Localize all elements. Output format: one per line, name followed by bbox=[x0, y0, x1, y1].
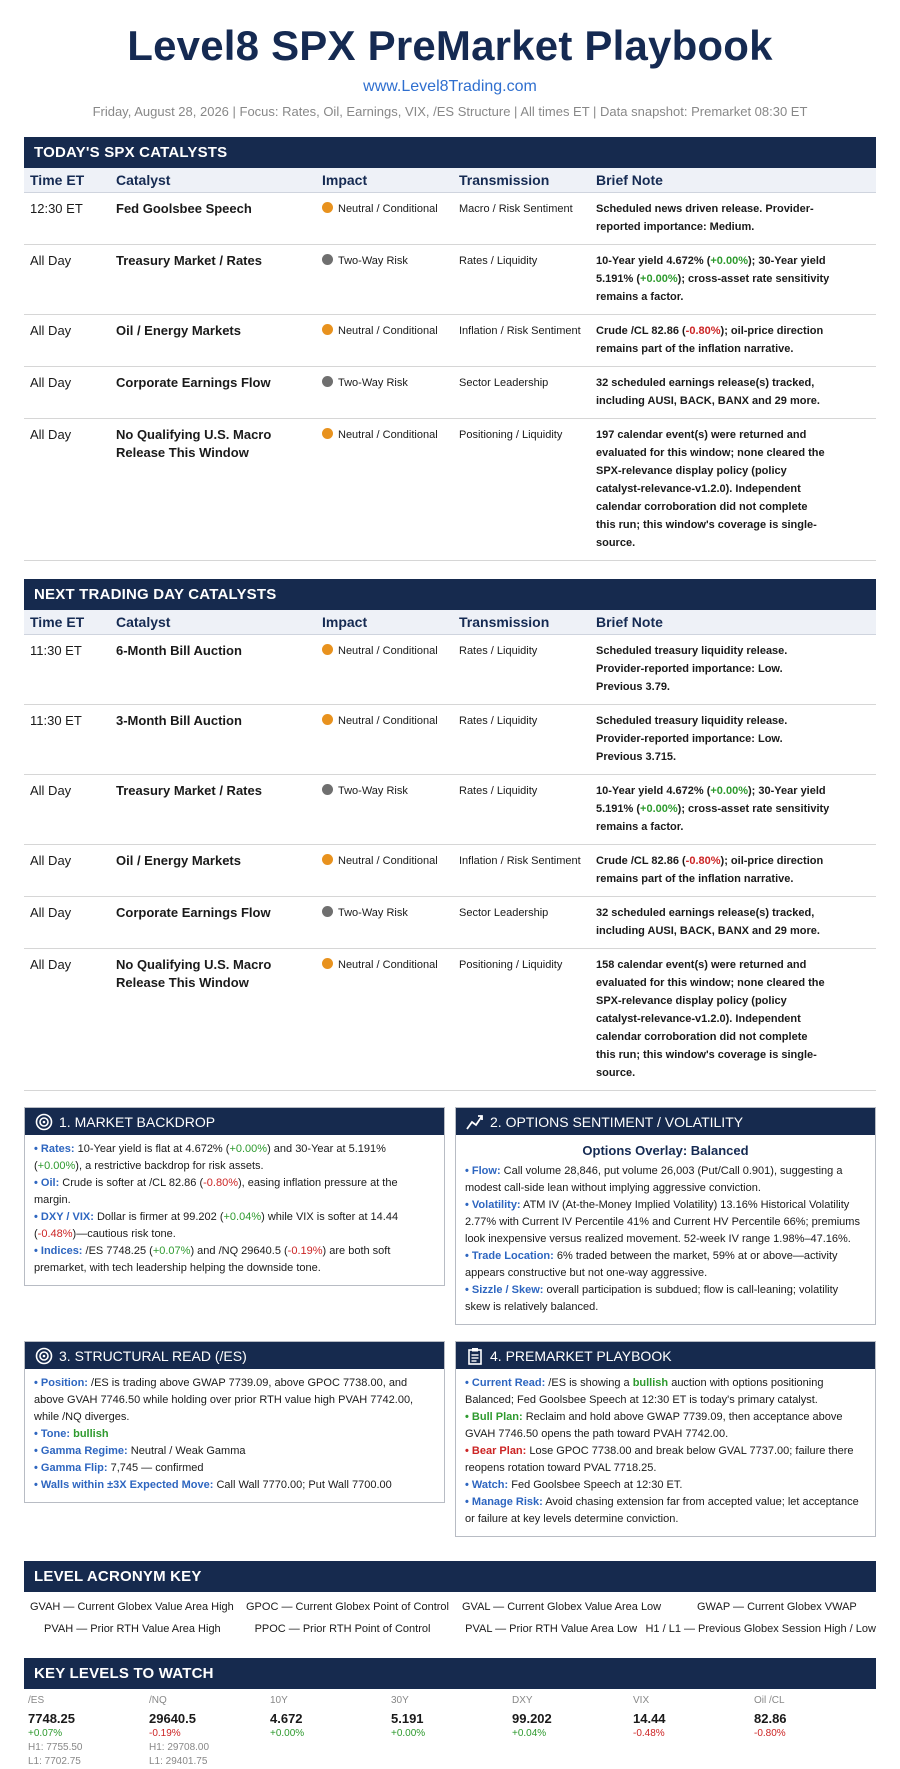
col-note: Brief Note bbox=[590, 168, 876, 193]
page-header bbox=[24, 0, 876, 119]
acronym-row bbox=[30, 1596, 876, 1618]
text-run: 158 calendar event(s) were returned and evaluated for this window; none cleared the SPX-relevance display policy (policy catalyst-relevance-v1.2.0). Independent calendar corroboration did not complete this run; this window's coverage is single-source. bbox=[596, 959, 825, 1079]
page-subtitle: Friday, August 28, 2026 | Focus: Rates, Oil, Earnings, VIX, /ES Structure | All times ET | Data snapshot: Premarket 08:30 ET bbox=[92, 104, 808, 119]
item-label: • Sizzle / Skew: bbox=[465, 1284, 544, 1296]
row-impact bbox=[316, 705, 453, 775]
item-label: • Position: bbox=[34, 1377, 88, 1389]
acronym-row bbox=[30, 1618, 876, 1640]
note-text bbox=[596, 322, 870, 358]
note-text bbox=[596, 852, 870, 888]
item-label: • DXY / VIX: bbox=[34, 1211, 94, 1223]
item-label: • Walls within ±3X Expected Move: bbox=[34, 1479, 214, 1491]
key-level-item bbox=[391, 1694, 512, 1769]
row-impact bbox=[316, 419, 453, 561]
impact-label: Neutral / Conditional bbox=[338, 429, 438, 441]
col-catalyst: Catalyst bbox=[110, 168, 316, 193]
text-run: Scheduled news driven release. Provider-reported importance: Medium. bbox=[596, 203, 814, 233]
impact-dot-icon bbox=[322, 854, 333, 865]
key-level-item bbox=[754, 1694, 875, 1769]
row-impact bbox=[316, 245, 453, 315]
key-level-symbol: 10Y bbox=[270, 1695, 288, 1706]
row-time: All Day bbox=[24, 419, 110, 561]
impact-dot-icon bbox=[322, 906, 333, 917]
item-label: • Gamma Regime: bbox=[34, 1445, 128, 1457]
key-level-value: 4.672 bbox=[270, 1711, 303, 1726]
impact-dot-icon bbox=[322, 324, 333, 335]
row-note bbox=[590, 775, 876, 845]
panel-body bbox=[456, 1369, 875, 1536]
highlight-text: • Bear Plan: bbox=[465, 1445, 527, 1457]
impact-dot-icon bbox=[322, 958, 333, 969]
panel-title: 2. OPTIONS SENTIMENT / VOLATILITY bbox=[490, 1113, 744, 1130]
table-row bbox=[24, 367, 876, 419]
row-catalyst: Fed Goolsbee Speech bbox=[110, 193, 316, 245]
text-run: ), easing inflation pressure at the margin. bbox=[34, 1177, 398, 1206]
impact-dot-icon bbox=[322, 784, 333, 795]
impact-dot-icon bbox=[322, 254, 333, 265]
table-row bbox=[24, 845, 876, 897]
row-note bbox=[590, 705, 876, 775]
highlight-text: bullish bbox=[632, 1377, 669, 1389]
text-run: ATM IV (At-the-Money Implied Volatility) 13.16% Historical Volatility 2.77% with Current IV Percentile 41% and Current HV Percentile 66%; premiums look inexpensive versus realized movement. 52-week IV range 1.98%–47.16%. bbox=[465, 1199, 860, 1245]
panel-item bbox=[465, 1477, 866, 1494]
key-level-value: 14.44 bbox=[633, 1711, 666, 1726]
next-table bbox=[24, 610, 876, 1091]
row-note bbox=[590, 367, 876, 419]
key-level-change: +0.07% bbox=[28, 1728, 63, 1739]
row-time: All Day bbox=[24, 949, 110, 1091]
row-transmission: Sector Leadership bbox=[453, 367, 590, 419]
panel-item bbox=[34, 1375, 435, 1426]
panels-row-1 bbox=[24, 1107, 876, 1325]
text-run: 32 scheduled earnings release(s) tracked, including AUSI, BACK, BANX and 29 more. bbox=[596, 377, 820, 407]
highlight-text: -0.80% bbox=[685, 325, 721, 337]
impact-label: Neutral / Conditional bbox=[338, 325, 438, 337]
col-time: Time ET bbox=[24, 168, 110, 193]
text-run: Call volume 28,846, put volume 26,003 (Put/Call 0.901), suggesting a modest call-side lean without implying aggressive conviction. bbox=[465, 1165, 843, 1194]
row-transmission: Rates / Liquidity bbox=[453, 245, 590, 315]
item-label: • Watch: bbox=[465, 1479, 509, 1491]
highlight-text: +0.00% bbox=[710, 785, 748, 797]
item-label: • Oil: bbox=[34, 1177, 60, 1189]
highlight-text: +0.07% bbox=[152, 1245, 191, 1257]
item-label: • Tone: bbox=[34, 1428, 71, 1440]
text-run: auction with options positioning Balanced; Fed Goolsbee Speech at 12:30 ET is today's primary catalyst. bbox=[465, 1377, 824, 1406]
item-label: • Gamma Flip: bbox=[34, 1462, 108, 1474]
text-run: Neutral / Weak Gamma bbox=[127, 1445, 246, 1457]
acronym-item: GWAP — Current Globex VWAP bbox=[697, 1601, 857, 1613]
key-level-value: 82.86 bbox=[754, 1711, 787, 1726]
panels-row-2 bbox=[24, 1341, 876, 1537]
row-note bbox=[590, 635, 876, 705]
text-run: Scheduled treasury liquidity release. Provider-reported importance: Low. Previous 3.79. bbox=[596, 645, 788, 693]
text-run: 32 scheduled earnings release(s) tracked, including AUSI, BACK, BANX and 29 more. bbox=[596, 907, 820, 937]
premarket-playbook-panel bbox=[455, 1341, 876, 1537]
row-note bbox=[590, 193, 876, 245]
panel-item bbox=[465, 1494, 866, 1528]
row-impact bbox=[316, 315, 453, 367]
key-level-change: -0.19% bbox=[149, 1728, 181, 1739]
panel-body bbox=[456, 1135, 875, 1324]
row-catalyst: 3-Month Bill Auction bbox=[110, 705, 316, 775]
impact-label: Neutral / Conditional bbox=[338, 715, 438, 727]
section-title-key-levels: KEY LEVELS TO WATCH bbox=[24, 1658, 876, 1689]
panel-header bbox=[25, 1108, 444, 1135]
row-catalyst: No Qualifying U.S. Macro Release This Window bbox=[110, 419, 316, 561]
panel-item bbox=[34, 1477, 435, 1494]
text-run: 10-Year yield 4.672% ( bbox=[596, 255, 711, 267]
section-title-today: TODAY'S SPX CATALYSTS bbox=[24, 137, 876, 168]
key-level-symbol: /NQ bbox=[149, 1695, 167, 1706]
acronym-item: PPOC — Prior RTH Point of Control bbox=[254, 1623, 431, 1635]
col-note: Brief Note bbox=[590, 610, 876, 635]
text-run: ); 30-Year yield 5.191% ( bbox=[596, 255, 826, 285]
panel-item bbox=[34, 1175, 435, 1209]
table-header-row bbox=[24, 168, 876, 193]
row-note bbox=[590, 949, 876, 1091]
panel-body bbox=[25, 1135, 444, 1285]
text-run: ) while VIX is softer at 14.44 ( bbox=[34, 1211, 399, 1240]
acronym-item: GVAH — Current Globex Value Area High bbox=[30, 1601, 234, 1613]
impact-label: Neutral / Conditional bbox=[338, 855, 438, 867]
row-impact bbox=[316, 845, 453, 897]
panel-item bbox=[34, 1141, 435, 1175]
table-row bbox=[24, 245, 876, 315]
text-run: 10-Year yield is flat at 4.672% ( bbox=[74, 1143, 230, 1155]
trend-line-icon bbox=[466, 1113, 484, 1131]
panel-item bbox=[34, 1209, 435, 1243]
note-text bbox=[596, 252, 870, 306]
key-level-change: -0.48% bbox=[633, 1728, 665, 1739]
highlight-text: +0.00% bbox=[640, 273, 678, 285]
impact-dot-icon bbox=[322, 644, 333, 655]
impact-label: Neutral / Conditional bbox=[338, 645, 438, 657]
highlight-text: -0.80% bbox=[203, 1177, 238, 1189]
acronym-key-section bbox=[24, 1561, 876, 1640]
impact-label: Two-Way Risk bbox=[338, 907, 408, 919]
text-run: 6% traded between the market, 59% at or above—activity appears constructive but not one-way aggressive. bbox=[465, 1250, 838, 1279]
text-run: 197 calendar event(s) were returned and evaluated for this window; none cleared the SPX-relevance display policy (policy catalyst-relevance-v1.2.0). Independent calendar corroboration did not complete this run; this window's coverage is single-source. bbox=[596, 429, 825, 549]
note-text bbox=[596, 904, 870, 940]
key-level-symbol: Oil /CL bbox=[754, 1695, 785, 1706]
row-note bbox=[590, 845, 876, 897]
impact-label: Two-Way Risk bbox=[338, 255, 408, 267]
panel-item bbox=[465, 1197, 866, 1248]
panel-title: 1. MARKET BACKDROP bbox=[59, 1113, 216, 1130]
row-time: All Day bbox=[24, 845, 110, 897]
col-impact: Impact bbox=[316, 610, 453, 635]
panel-item bbox=[34, 1460, 435, 1477]
panel-body bbox=[25, 1369, 444, 1502]
row-catalyst: Treasury Market / Rates bbox=[110, 245, 316, 315]
options-overlay: Options Overlay: Balanced bbox=[582, 1143, 749, 1158]
row-time: All Day bbox=[24, 245, 110, 315]
row-catalyst: 6-Month Bill Auction bbox=[110, 635, 316, 705]
col-transmission: Transmission bbox=[453, 610, 590, 635]
item-label: • Manage Risk: bbox=[465, 1496, 543, 1508]
item-label: • Volatility: bbox=[465, 1199, 521, 1211]
row-time: All Day bbox=[24, 897, 110, 949]
impact-label: Neutral / Conditional bbox=[338, 959, 438, 971]
item-label: • Current Read: bbox=[465, 1377, 546, 1389]
highlight-text: -0.19% bbox=[287, 1245, 323, 1257]
row-time: 11:30 ET bbox=[24, 705, 110, 775]
next-section bbox=[24, 579, 876, 1091]
text-run: Reclaim and hold above GWAP 7739.09, then acceptance above GVAH 7746.50 opens the path toward PVAH 7742.00. bbox=[465, 1411, 843, 1440]
col-catalyst: Catalyst bbox=[110, 610, 316, 635]
today-table bbox=[24, 168, 876, 561]
table-row bbox=[24, 419, 876, 561]
row-catalyst: Oil / Energy Markets bbox=[110, 315, 316, 367]
table-row bbox=[24, 193, 876, 245]
key-level-change: +0.04% bbox=[512, 1728, 547, 1739]
key-level-symbol: /ES bbox=[28, 1695, 45, 1706]
row-impact bbox=[316, 949, 453, 1091]
highlight-text: +0.00% bbox=[710, 255, 748, 267]
panel-header bbox=[456, 1342, 875, 1369]
row-time: All Day bbox=[24, 315, 110, 367]
row-transmission: Macro / Risk Sentiment bbox=[453, 193, 590, 245]
row-catalyst: Corporate Earnings Flow bbox=[110, 367, 316, 419]
key-level-low: L1: 29401.75 bbox=[149, 1756, 208, 1767]
text-run: ); cross-asset rate sensitivity remains a factor. bbox=[596, 273, 830, 303]
text-run: Scheduled treasury liquidity release. Provider-reported importance: Low. Previous 3.715. bbox=[596, 715, 788, 763]
row-transmission: Rates / Liquidity bbox=[453, 775, 590, 845]
text-run: Crude /CL 82.86 ( bbox=[596, 325, 686, 337]
text-run: overall participation is subdued; flow is call-leaning; volatility skew is relatively balanced. bbox=[465, 1284, 839, 1313]
item-label: • Rates: bbox=[34, 1143, 75, 1155]
text-run: ), a restrictive backdrop for risk assets. bbox=[75, 1160, 264, 1172]
impact-label: Two-Way Risk bbox=[338, 377, 408, 389]
row-time: All Day bbox=[24, 775, 110, 845]
text-run: ); oil-price direction remains part of the inflation narrative. bbox=[596, 855, 824, 885]
highlight-text: • Bull Plan: bbox=[465, 1411, 523, 1423]
today-rows bbox=[24, 193, 876, 561]
text-run: Crude is softer at /CL 82.86 ( bbox=[59, 1177, 204, 1189]
key-level-high: H1: 7755.50 bbox=[28, 1742, 83, 1753]
highlight-text: -0.80% bbox=[685, 855, 721, 867]
table-row bbox=[24, 315, 876, 367]
col-transmission: Transmission bbox=[453, 168, 590, 193]
panel-item bbox=[465, 1375, 866, 1409]
text-run: /ES is showing a bbox=[545, 1377, 633, 1389]
impact-dot-icon bbox=[322, 428, 333, 439]
note-text bbox=[596, 642, 870, 696]
today-section bbox=[24, 137, 876, 561]
text-run: Lose GPOC 7738.00 and break below GVAL 7737.00; failure there reopens rotation toward PVAL 7718.25. bbox=[465, 1445, 854, 1474]
row-transmission: Sector Leadership bbox=[453, 897, 590, 949]
row-catalyst: Treasury Market / Rates bbox=[110, 775, 316, 845]
section-title-next: NEXT TRADING DAY CATALYSTS bbox=[24, 579, 876, 610]
note-text bbox=[596, 426, 870, 552]
row-transmission: Positioning / Liquidity bbox=[453, 949, 590, 1091]
acronym-list bbox=[24, 1592, 876, 1640]
options-items bbox=[465, 1163, 866, 1316]
impact-label: Two-Way Risk bbox=[338, 785, 408, 797]
structural-read-panel bbox=[24, 1341, 445, 1503]
row-impact bbox=[316, 367, 453, 419]
acronym-item: H1 / L1 — Previous Globex Session High / Low bbox=[645, 1623, 876, 1635]
row-note bbox=[590, 897, 876, 949]
options-sentiment-panel bbox=[455, 1107, 876, 1325]
panel-title: 4. PREMARKET PLAYBOOK bbox=[490, 1347, 672, 1364]
row-note bbox=[590, 419, 876, 561]
text-run: 7,745 — confirmed bbox=[107, 1462, 204, 1474]
text-run: )—cautious risk tone. bbox=[72, 1228, 176, 1240]
row-impact bbox=[316, 635, 453, 705]
key-level-symbol: DXY bbox=[512, 1695, 533, 1706]
key-level-value: 99.202 bbox=[512, 1711, 552, 1726]
panel-item bbox=[465, 1163, 866, 1197]
table-row bbox=[24, 897, 876, 949]
key-level-item bbox=[28, 1694, 149, 1769]
key-level-item bbox=[270, 1694, 391, 1769]
row-time: All Day bbox=[24, 367, 110, 419]
panel-item bbox=[34, 1243, 435, 1277]
col-time: Time ET bbox=[24, 610, 110, 635]
key-level-value: 29640.5 bbox=[149, 1711, 196, 1726]
col-impact: Impact bbox=[316, 168, 453, 193]
panel-header bbox=[25, 1342, 444, 1369]
panel-item bbox=[34, 1443, 435, 1460]
row-transmission: Rates / Liquidity bbox=[453, 635, 590, 705]
row-impact bbox=[316, 193, 453, 245]
impact-dot-icon bbox=[322, 376, 333, 387]
text-run: ) and /NQ 29640.5 ( bbox=[190, 1245, 288, 1257]
note-text bbox=[596, 712, 870, 766]
row-catalyst: Corporate Earnings Flow bbox=[110, 897, 316, 949]
highlight-text: +0.00% bbox=[37, 1160, 76, 1172]
key-levels-grid bbox=[24, 1689, 876, 1769]
note-text bbox=[596, 374, 870, 410]
text-run: Fed Goolsbee Speech at 12:30 ET. bbox=[508, 1479, 683, 1491]
text-run: ); 30-Year yield 5.191% ( bbox=[596, 785, 826, 815]
site-link[interactable]: www.Level8Trading.com bbox=[363, 78, 537, 95]
row-impact bbox=[316, 775, 453, 845]
row-catalyst: No Qualifying U.S. Macro Release This Window bbox=[110, 949, 316, 1091]
acronym-item: GPOC — Current Globex Point of Control bbox=[246, 1601, 449, 1613]
key-level-value: 5.191 bbox=[391, 1711, 424, 1726]
row-note bbox=[590, 245, 876, 315]
key-level-symbol: VIX bbox=[633, 1695, 650, 1706]
key-level-symbol: 30Y bbox=[391, 1695, 409, 1706]
panel-item bbox=[465, 1409, 866, 1443]
row-time: 11:30 ET bbox=[24, 635, 110, 705]
highlight-text: +0.00% bbox=[229, 1143, 268, 1155]
acronym-item: PVAH — Prior RTH Value Area High bbox=[44, 1623, 221, 1635]
key-level-low: L1: 7702.75 bbox=[28, 1756, 81, 1767]
acronym-item: GVAL — Current Globex Value Area Low bbox=[462, 1601, 662, 1613]
text-run: ) and 30-Year at 5.191% ( bbox=[34, 1143, 386, 1172]
highlight-text: -0.48% bbox=[37, 1228, 73, 1240]
key-level-item bbox=[149, 1694, 270, 1769]
highlight-text: +0.00% bbox=[640, 803, 678, 815]
market-backdrop-panel bbox=[24, 1107, 445, 1286]
key-level-change: -0.80% bbox=[754, 1728, 786, 1739]
note-text bbox=[596, 956, 870, 1082]
note-text bbox=[596, 200, 870, 236]
panel-item bbox=[465, 1248, 866, 1282]
text-run: ); cross-asset rate sensitivity remains a factor. bbox=[596, 803, 830, 833]
section-title-acronyms: LEVEL ACRONYM KEY bbox=[24, 1561, 876, 1592]
page-title: Level8 SPX PreMarket Playbook bbox=[127, 22, 773, 69]
row-transmission: Inflation / Risk Sentiment bbox=[453, 315, 590, 367]
text-run: /ES 7748.25 ( bbox=[82, 1245, 153, 1257]
item-label: • Flow: bbox=[465, 1165, 501, 1177]
item-label: • Indices: bbox=[34, 1245, 83, 1257]
table-row bbox=[24, 775, 876, 845]
table-row bbox=[24, 949, 876, 1091]
text-run: Crude /CL 82.86 ( bbox=[596, 855, 686, 867]
row-transmission: Rates / Liquidity bbox=[453, 705, 590, 775]
highlight-text: bullish bbox=[73, 1428, 109, 1440]
key-level-change: +0.00% bbox=[391, 1728, 426, 1739]
next-rows bbox=[24, 635, 876, 1091]
table-row bbox=[24, 635, 876, 705]
panel-item bbox=[34, 1426, 435, 1443]
impact-dot-icon bbox=[322, 202, 333, 213]
panel-header bbox=[456, 1108, 875, 1135]
panel-item bbox=[465, 1443, 866, 1477]
text-run: Dollar is firmer at 99.202 ( bbox=[93, 1211, 224, 1223]
text-run: Avoid chasing extension far from accepted value; let acceptance or failure at key levels determine conviction. bbox=[465, 1496, 859, 1525]
row-time: 12:30 ET bbox=[24, 193, 110, 245]
target-icon bbox=[35, 1113, 53, 1131]
impact-dot-icon bbox=[322, 714, 333, 725]
text-run: ) are both soft premarket, with tech leadership helping the downside tone. bbox=[34, 1245, 391, 1274]
key-level-change: +0.00% bbox=[270, 1728, 305, 1739]
row-note bbox=[590, 315, 876, 367]
note-text bbox=[596, 782, 870, 836]
key-level-value: 7748.25 bbox=[28, 1711, 75, 1726]
text-run: ); oil-price direction remains part of the inflation narrative. bbox=[596, 325, 824, 355]
table-header-row bbox=[24, 610, 876, 635]
row-transmission: Positioning / Liquidity bbox=[453, 419, 590, 561]
row-impact bbox=[316, 897, 453, 949]
target-icon bbox=[35, 1347, 53, 1365]
item-label: • Trade Location: bbox=[465, 1250, 554, 1262]
text-run: /ES is trading above GWAP 7739.09, above GPOC 7738.00, and above GVAH 7746.50 while holding over prior RTH value high PVAH 7742.00, while /NQ diverges. bbox=[34, 1377, 414, 1423]
clipboard-icon bbox=[466, 1347, 484, 1365]
key-level-high: H1: 29708.00 bbox=[149, 1742, 210, 1753]
text-run: 10-Year yield 4.672% ( bbox=[596, 785, 711, 797]
row-catalyst: Oil / Energy Markets bbox=[110, 845, 316, 897]
key-level-item bbox=[512, 1694, 633, 1769]
acronym-item: PVAL — Prior RTH Value Area Low bbox=[465, 1623, 638, 1635]
key-level-item bbox=[633, 1694, 754, 1769]
highlight-text: +0.04% bbox=[223, 1211, 262, 1223]
panel-title: 3. STRUCTURAL READ (/ES) bbox=[59, 1347, 247, 1364]
text-run: Call Wall 7770.00; Put Wall 7700.00 bbox=[213, 1479, 392, 1491]
impact-label: Neutral / Conditional bbox=[338, 203, 438, 215]
table-row bbox=[24, 705, 876, 775]
panel-item bbox=[465, 1282, 866, 1316]
row-transmission: Inflation / Risk Sentiment bbox=[453, 845, 590, 897]
